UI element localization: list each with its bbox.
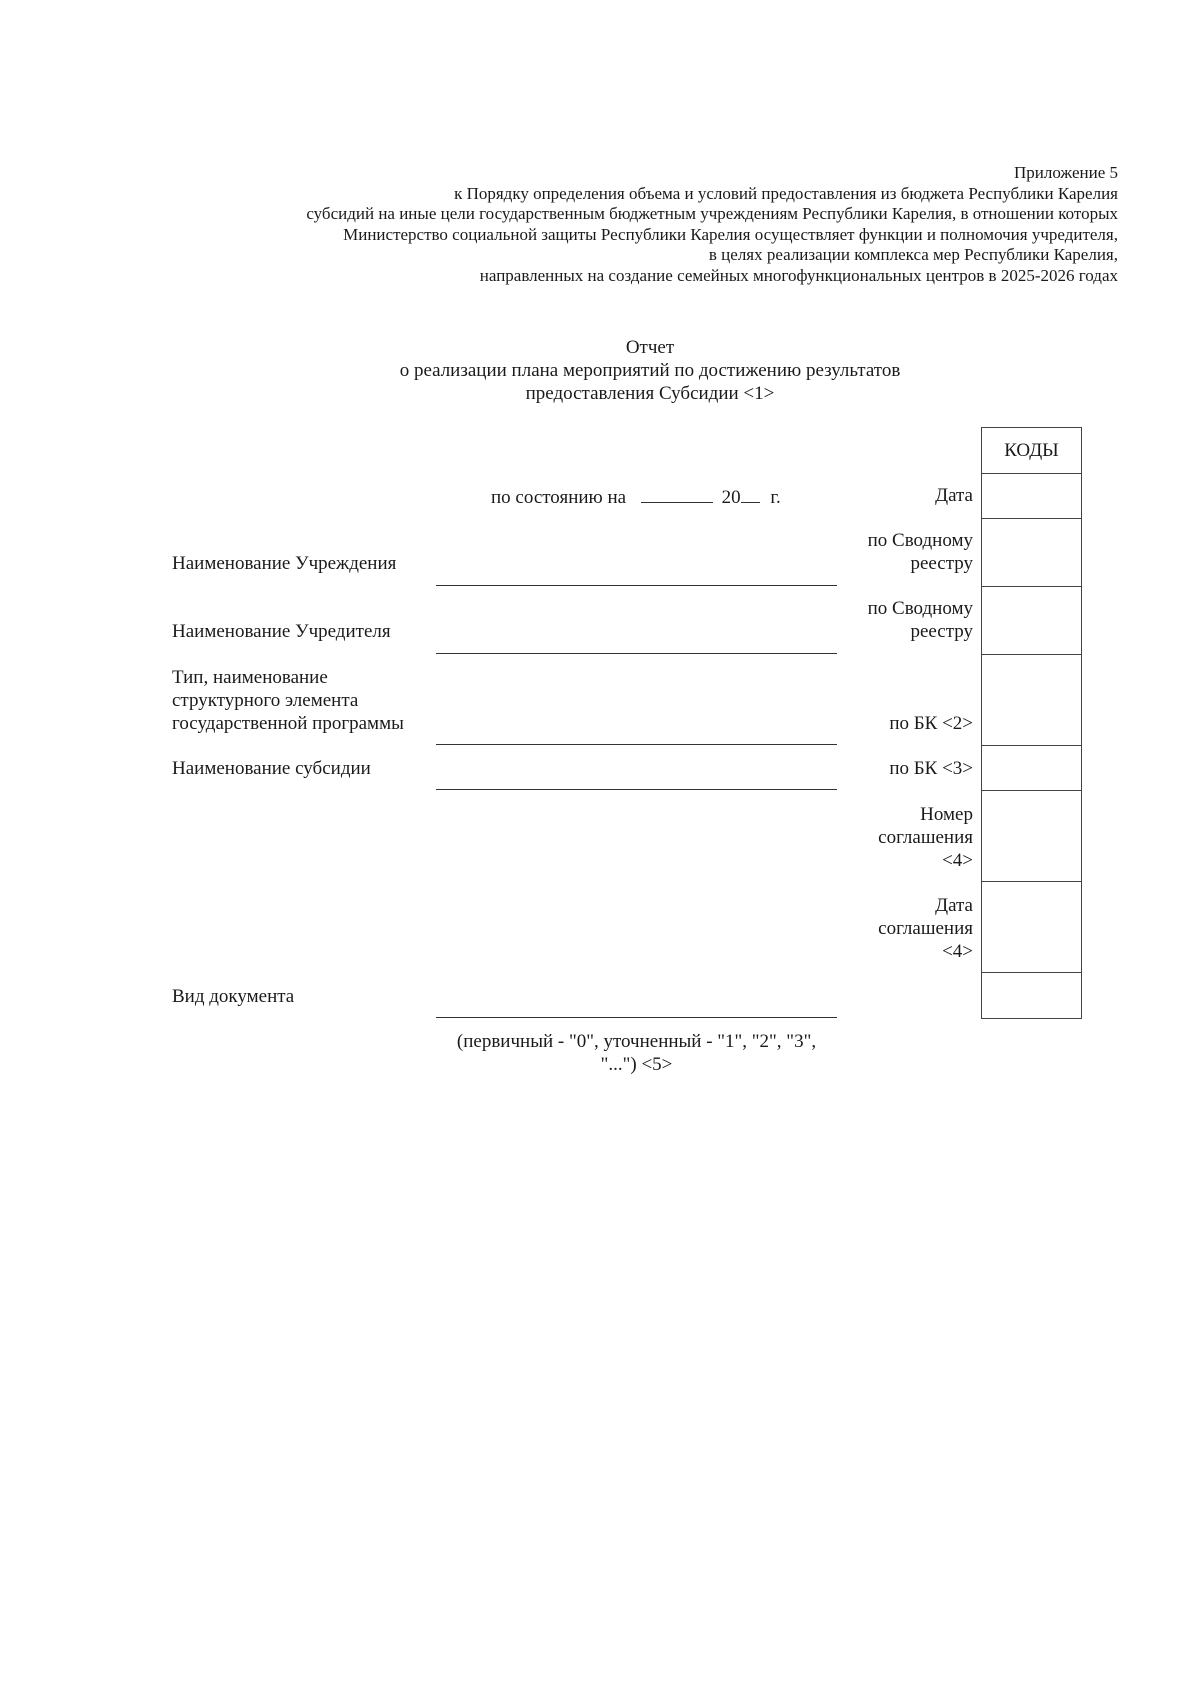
bk2-label: по БК <2> <box>889 713 973 734</box>
date-prefix: по состоянию на <box>491 487 627 508</box>
agreement-date-line3: <4> <box>942 941 973 962</box>
program-label-line2: структурного элемента <box>172 690 359 711</box>
doc-type-note-line2: "...") <5> <box>600 1054 673 1075</box>
date-code-label: Дата <box>935 485 973 506</box>
agreement-date-line2: соглашения <box>878 918 973 939</box>
date-year-blank[interactable] <box>741 484 760 503</box>
program-label <box>172 666 404 735</box>
codes-table <box>981 427 1082 1019</box>
bk3-label: по БК <3> <box>889 758 973 779</box>
subsidy-input-line[interactable] <box>436 789 837 790</box>
agreement-date-line1: Дата <box>935 895 973 916</box>
appendix-line: Министерство социальной защиты Республики Карелия осуществляет функции и полномочия учредителя, <box>343 224 1118 244</box>
appendix-line: в целях реализации комплекса мер Республики Карелия, <box>708 245 1118 264</box>
code-cell-bk2[interactable] <box>982 655 1081 746</box>
date-suffix: г. <box>770 487 781 508</box>
appendix-line: к Порядку определения объема и условий предоставления из бюджета Республики Карелия <box>454 183 1118 203</box>
code-cell-date[interactable] <box>982 474 1081 519</box>
doc-type-input-line[interactable] <box>436 1017 837 1018</box>
doc-type-label: Вид документа <box>172 986 295 1007</box>
institution-input-line[interactable] <box>436 585 837 586</box>
code-cell-doc-type[interactable] <box>982 973 1081 1018</box>
registry2-label <box>868 597 973 643</box>
program-input-line[interactable] <box>436 744 837 745</box>
appendix-block <box>118 163 1118 286</box>
institution-label: Наименование Учреждения <box>172 553 397 574</box>
report-title <box>300 336 1000 405</box>
agreement-number-label <box>878 803 973 872</box>
date-year-prefix: 20 <box>721 487 741 508</box>
subsidy-label: Наименование субсидии <box>172 758 371 779</box>
registry1-label-line1: по Сводному <box>867 530 973 551</box>
date-day-blank[interactable] <box>641 484 713 503</box>
agreement-date-label <box>878 894 973 963</box>
code-cell-registry1[interactable] <box>982 519 1081 587</box>
registry1-label <box>868 529 973 575</box>
founder-input-line[interactable] <box>436 653 837 654</box>
registry2-label-line1: по Сводному <box>867 598 973 619</box>
registry2-label-line2: реестру <box>910 621 973 642</box>
founder-label: Наименование Учредителя <box>172 621 391 642</box>
appendix-line: направленных на создание семейных многофункциональных центров в 2025-2026 годах <box>479 265 1118 285</box>
agreement-number-line3: <4> <box>942 850 973 871</box>
agreement-number-line2: соглашения <box>878 827 973 848</box>
program-label-line1: Тип, наименование <box>172 667 328 688</box>
code-cell-agreement-number[interactable] <box>982 791 1081 882</box>
agreement-number-line1: Номер <box>920 804 973 825</box>
appendix-number: Приложение 5 <box>1014 163 1118 182</box>
program-label-line3: государственной программы <box>172 713 404 734</box>
report-title-line2: о реализации плана мероприятий по достижению результатов <box>399 360 901 381</box>
code-cell-registry2[interactable] <box>982 587 1081 655</box>
codes-header: КОДЫ <box>982 428 1081 474</box>
report-title-line1: Отчет <box>625 337 675 358</box>
date-row <box>491 484 781 509</box>
doc-type-note-line1: (первичный - "0", уточненный - "1", "2", "3", <box>456 1031 817 1052</box>
doc-type-note <box>436 1030 837 1076</box>
code-cell-agreement-date[interactable] <box>982 882 1081 973</box>
appendix-line: субсидий на иные цели государственным бюджетным учреждениям Республики Карелия, в отношении которых <box>306 204 1118 223</box>
registry1-label-line2: реестру <box>910 553 973 574</box>
code-cell-bk3[interactable] <box>982 746 1081 791</box>
report-title-line3: предоставления Субсидии <1> <box>525 383 775 404</box>
